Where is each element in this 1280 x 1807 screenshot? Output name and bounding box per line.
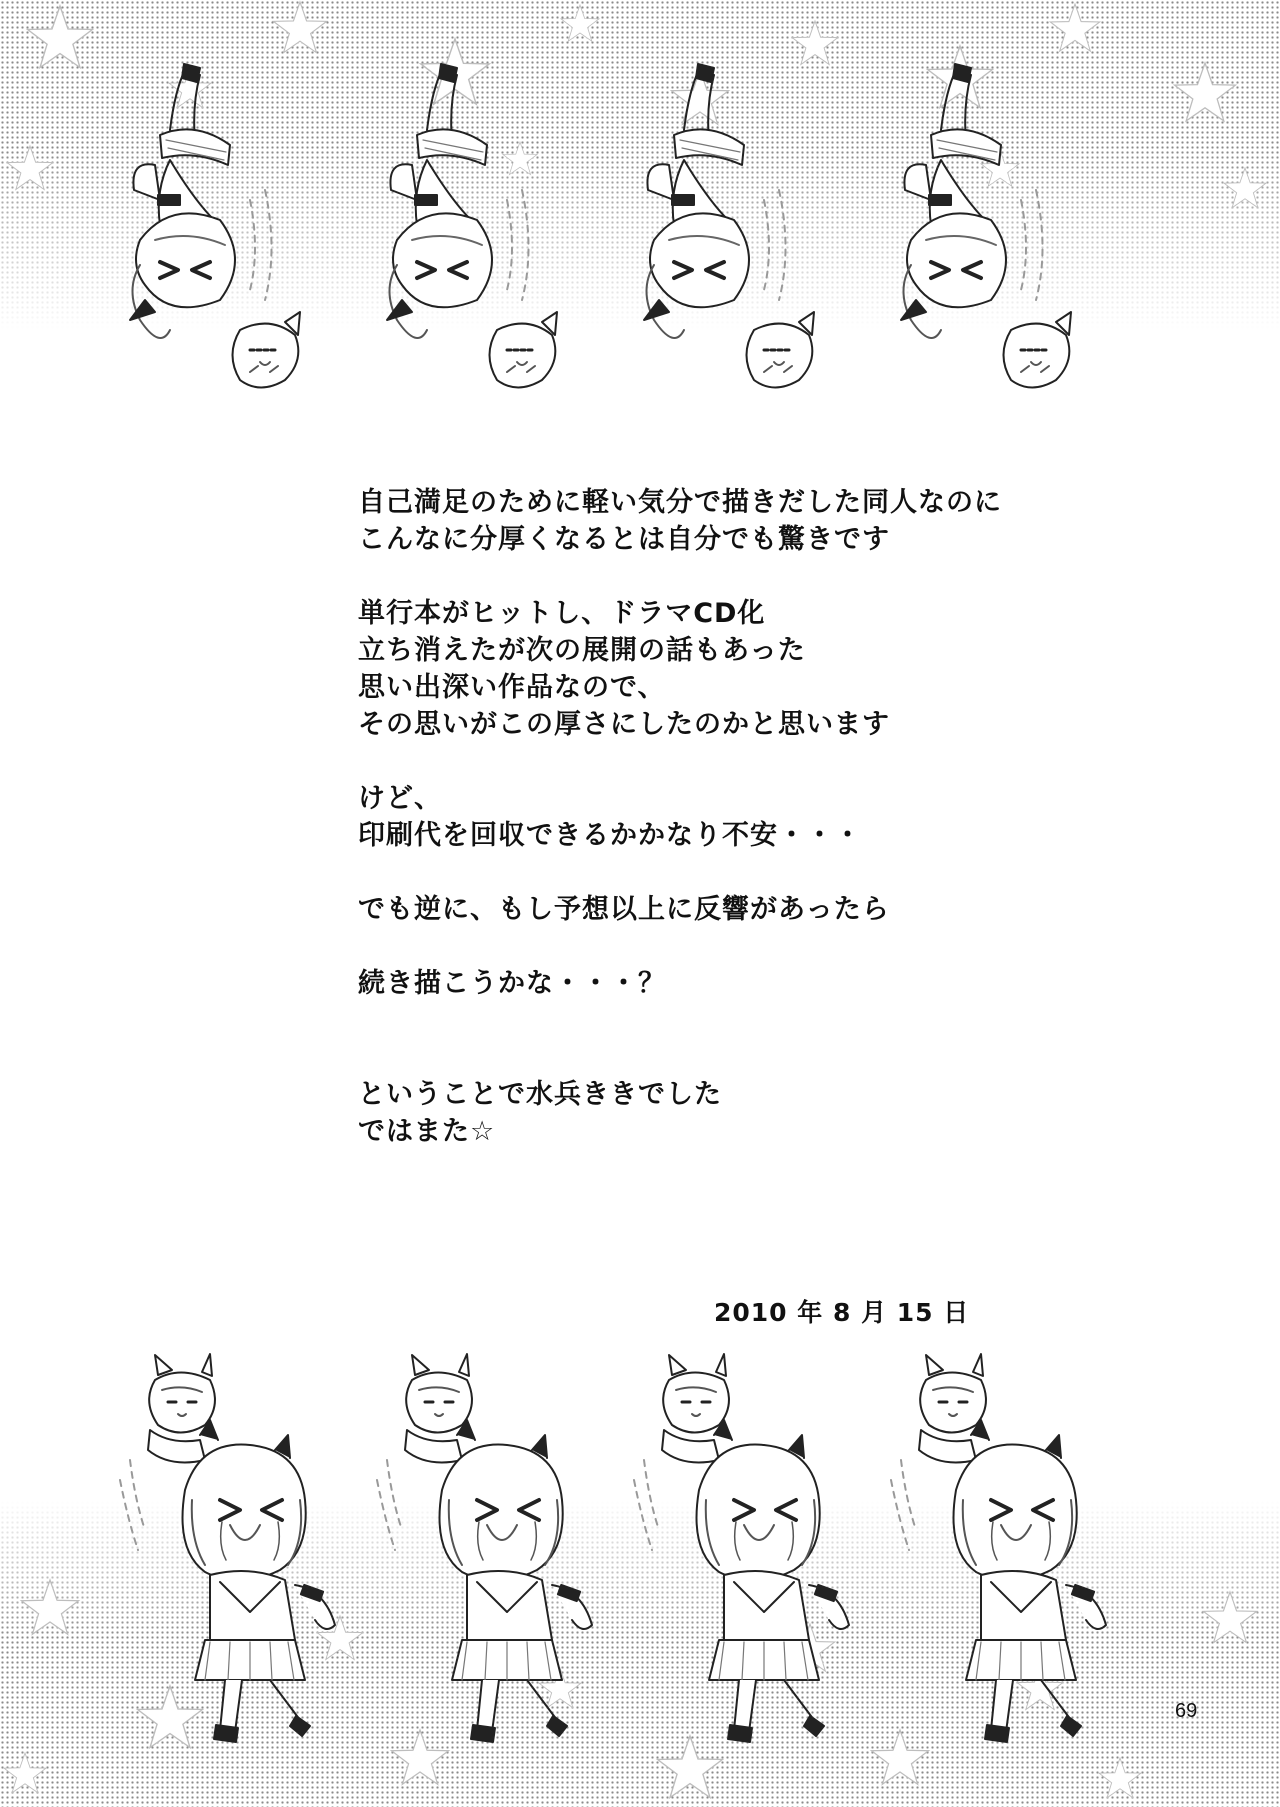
afterword-line: けど、	[358, 783, 442, 814]
afterword-line: 自己満足のために軽い気分で描きだした同人なのに	[358, 487, 1002, 518]
cat	[662, 1354, 729, 1462]
afterword-line: 立ち消えたが次の展開の話もあった	[358, 635, 806, 666]
bottom-illustration-row	[0, 1350, 1280, 1750]
girl-and-cat-falling-illustration	[614, 50, 854, 450]
paragraph-gap	[358, 1002, 1118, 1076]
afterword-line: こんなに分厚くなるとは自分でも驚きです	[358, 524, 890, 555]
cat	[233, 312, 301, 388]
girl-and-cat-falling-illustration	[871, 50, 1111, 450]
cat	[919, 1354, 986, 1462]
girl-and-cat-falling-illustration	[357, 50, 597, 450]
afterword-line: 続き描こうかな・・・？	[358, 968, 666, 999]
cat	[490, 312, 558, 388]
afterword-line: 単行本がヒットし、ドラマCD化	[358, 598, 766, 629]
afterword-date: 2010 年 8 月 15 日	[714, 1298, 970, 1327]
afterword-line: 印刷代を回収できるかかなり不安・・・	[358, 820, 862, 851]
afterword-line: でも逆に、もし予想以上に反響があったら	[358, 894, 890, 925]
afterword-line: ということで水兵ききでした	[358, 1079, 722, 1110]
girl-running-with-cat-illustration	[367, 1350, 607, 1750]
girl-and-cat-falling-illustration	[100, 50, 340, 450]
cat	[405, 1354, 472, 1462]
cat	[148, 1354, 215, 1462]
page-number: 69	[1175, 1700, 1198, 1722]
girl-running-with-cat-illustration	[624, 1350, 864, 1750]
cat	[1004, 312, 1072, 388]
afterword-line: 思い出深い作品なので、	[358, 672, 666, 703]
top-illustration-row	[0, 50, 1280, 450]
afterword-line: その思いがこの厚さにしたのかと思います	[358, 709, 890, 740]
paragraph-gap	[358, 928, 1118, 965]
afterword-line: ではまた☆	[358, 1116, 496, 1147]
cat	[747, 312, 815, 388]
girl-running-with-cat-illustration	[110, 1350, 350, 1750]
girl-running-with-cat-illustration	[881, 1350, 1121, 1750]
afterword-text	[358, 484, 1118, 1150]
paragraph-gap	[358, 743, 1118, 780]
paragraph-gap	[358, 854, 1118, 891]
paragraph-gap	[358, 558, 1118, 595]
